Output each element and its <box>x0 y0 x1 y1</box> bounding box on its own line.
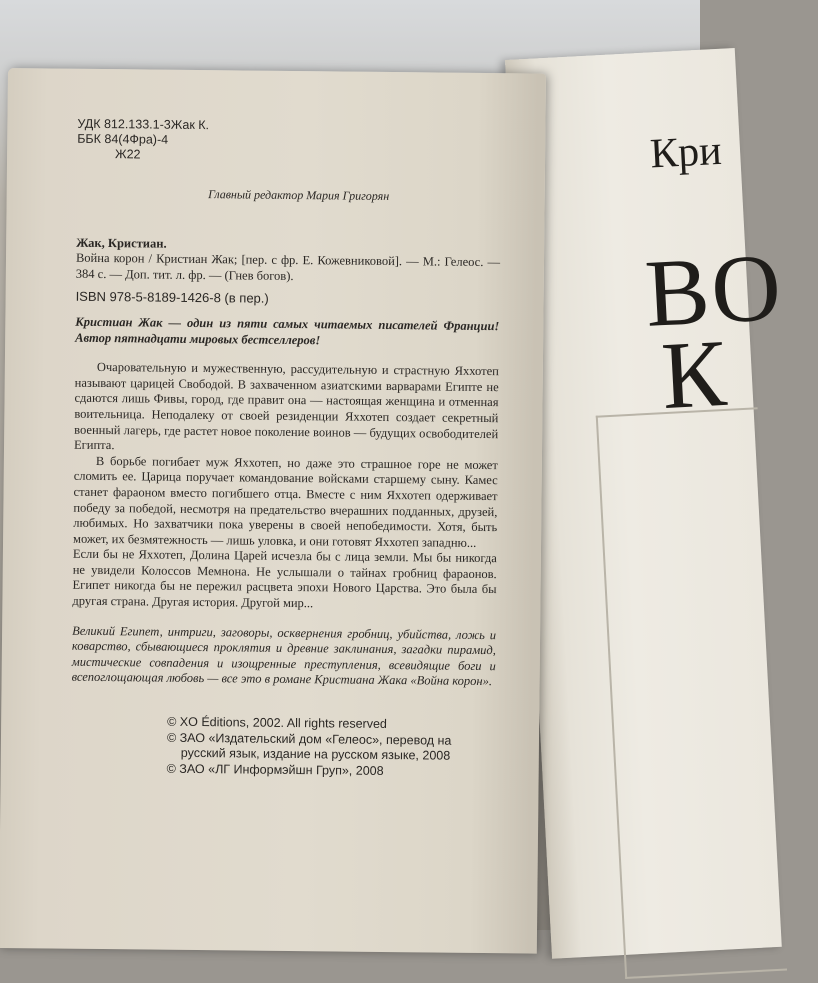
record-description: Война корон / Кристиан Жак; [пер. с фр. Е. Кожевниковой]. — М.: Гелеос. — 384 с. — Доп. тит. л. фр. — (Гнев богов). <box>75 250 501 283</box>
imprint-text <box>71 117 502 780</box>
author-promo: Кристиан Жак — один из пяти самых читаемых писателей Франции! Автор пятнадцати мировых бестселлеров! <box>75 314 500 347</box>
isbn: ISBN 978-5-8189-1426-8 (в пер.) <box>75 289 269 307</box>
annotation-paragraph: Если бы не Яххотеп, Долина Царей исчезла бы с лица земли. Мы бы никогда не увидели Колоссов Мемнона. Не услышали о тайнах гробниц фараонов. Египет никогда бы не пережил расцвета эпохи Нового Царства. Это была бы другая страна. Другая история. Другой мир... <box>72 546 497 611</box>
title-page-title-fragment-1: ВО <box>642 232 786 347</box>
title-page-ornament-frame <box>596 407 787 979</box>
author-mark: Ж22 <box>115 147 141 162</box>
facing-title-page <box>505 48 786 959</box>
bibliographic-record <box>76 235 500 286</box>
keywords-paragraph: Великий Египет, интриги, заговоры, осквернения гробниц, убийства, ложь и коварство, сбывающиеся проклятия и древние заклинания, загадки пирамид, мистические совпадения и изощренные преступления, всевидящие боги и всепоглощающая любовь — все это в романе Кристиана Жака «Война корон». <box>71 623 497 689</box>
udk-code: УДК 812.133.1-3Жак К. <box>77 116 210 133</box>
annotation-paragraph: В борьбе погибает муж Яххотеп, но даже это страшное горе не может сломить ее. Царица поручает командование войсками старшему сыну. Камес станет фараоном вместо погибшего отца. Вместе с ним Яххотеп одерживает победу за победой, несмотря на предательство вчерашних подданных, друзей, любимых. Но захватчики пока уверены в своей непобедимости. Хотя, быть может, их безмятежность — лишь уловка, и они готовят Яххотеп западню... <box>73 453 498 550</box>
copyright-block <box>71 714 496 780</box>
chief-editor-line: Главный редактор Мария Григорян <box>208 187 390 203</box>
copyright-line: © ЗАО «Издательский дом «Гелеос», перевод на русский язык, издание на русском языке, 2008 <box>166 730 452 763</box>
bbk-code: ББК 84(4Фра)-4 <box>77 131 169 147</box>
classification-codes <box>77 117 501 166</box>
annotation-paragraph: Очаровательную и мужественную, рассудительную и страстную Яххотеп называют царицей Свободой. В захваченном азиатскими варварами Египте не сдаются лишь Фивы, город, где правит она — настоящая женщина и отменная воительница. Неподалеку от своей резиденции Яххотеп создает секретный военный лагерь, где растет новое поколение воинов — будущих освободителей Египта. <box>73 360 499 453</box>
record-author: Жак, Кристиан. <box>76 235 167 251</box>
copyright-line: © XO Éditions, 2002. All rights reserved <box>167 714 387 732</box>
title-page-author-fragment: Кри <box>648 127 723 178</box>
copyright-line: © ЗАО «ЛГ Информэйшн Груп», 2008 <box>166 761 384 778</box>
title-page-title-fragment-2: К <box>658 318 729 430</box>
imprint-page <box>0 68 546 954</box>
annotation <box>72 360 499 614</box>
